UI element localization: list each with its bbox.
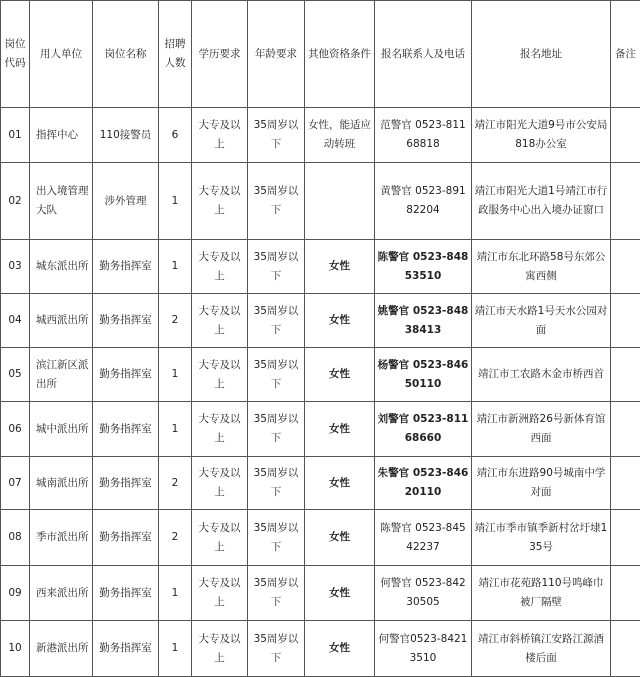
count-cell: 1: [159, 163, 192, 240]
other-cell: 女性: [305, 566, 375, 621]
education-cell: 大专及以上: [192, 457, 248, 510]
address-cell: 靖江市东北环路58号东郊公寓西侧: [472, 240, 611, 294]
age-cell: 35周岁以下: [248, 402, 305, 457]
header-cell: 备注: [611, 1, 640, 108]
count-cell: 1: [159, 348, 192, 402]
education-cell: 大专及以上: [192, 621, 248, 677]
age-cell: 35周岁以下: [248, 457, 305, 510]
code-cell: 05: [1, 348, 30, 402]
table-row: [1, 402, 640, 457]
age-cell: 35周岁以下: [248, 566, 305, 621]
code-cell: 01: [1, 108, 30, 163]
header-cell: 报名地址: [472, 1, 611, 108]
contact-cell: 杨警官 0523-84650110: [375, 348, 472, 402]
unit-cell: 滨江新区派出所: [30, 348, 93, 402]
count-cell: 1: [159, 402, 192, 457]
unit-cell: 指挥中心: [30, 108, 93, 163]
education-cell: 大专及以上: [192, 402, 248, 457]
position-cell: 勤务指挥室: [93, 402, 159, 457]
contact-cell: 刘警官 0523-81168660: [375, 402, 472, 457]
contact-cell: 何警官 0523-84230505: [375, 566, 472, 621]
code-cell: 03: [1, 240, 30, 294]
education-cell: 大专及以上: [192, 348, 248, 402]
table-row: [1, 566, 640, 621]
other-cell: 女性: [305, 402, 375, 457]
other-cell: 女性: [305, 294, 375, 348]
header-row: [1, 1, 640, 108]
header-cell: 学历要求: [192, 1, 248, 108]
contact-cell: 陈警官 0523-84853510: [375, 240, 472, 294]
note-cell: [611, 294, 640, 348]
note-cell: [611, 621, 640, 677]
count-cell: 2: [159, 457, 192, 510]
address-cell: 靖江市新洲路26号新体育馆西面: [472, 402, 611, 457]
other-cell: 女性: [305, 348, 375, 402]
count-cell: 1: [159, 621, 192, 677]
table-row: [1, 240, 640, 294]
age-cell: 35周岁以下: [248, 108, 305, 163]
education-cell: 大专及以上: [192, 240, 248, 294]
note-cell: [611, 566, 640, 621]
table-row: [1, 108, 640, 163]
education-cell: 大专及以上: [192, 108, 248, 163]
header-cell: 用人单位: [30, 1, 93, 108]
address-cell: 靖江市阳光大道1号靖江市行政服务中心出入境办证窗口: [472, 163, 611, 240]
unit-cell: 城南派出所: [30, 457, 93, 510]
address-cell: 靖江市阳光大道9号市公安局818办公室: [472, 108, 611, 163]
contact-cell: 陈警官 0523-84542237: [375, 510, 472, 566]
count-cell: 1: [159, 240, 192, 294]
table-row: [1, 457, 640, 510]
other-cell: 女性: [305, 240, 375, 294]
position-cell: 勤务指挥室: [93, 457, 159, 510]
position-cell: 涉外管理: [93, 163, 159, 240]
contact-cell: 朱警官 0523-84620110: [375, 457, 472, 510]
note-cell: [611, 348, 640, 402]
education-cell: 大专及以上: [192, 294, 248, 348]
count-cell: 2: [159, 510, 192, 566]
address-cell: 靖江市天水路1号天水公园对面: [472, 294, 611, 348]
code-cell: 10: [1, 621, 30, 677]
other-cell: [305, 163, 375, 240]
table-row: [1, 348, 640, 402]
contact-cell: 黄警官 0523-89182204: [375, 163, 472, 240]
table-row: [1, 163, 640, 240]
education-cell: 大专及以上: [192, 566, 248, 621]
position-cell: 勤务指挥室: [93, 240, 159, 294]
contact-cell: 姚警官 0523-84838413: [375, 294, 472, 348]
note-cell: [611, 510, 640, 566]
position-cell: 勤务指挥室: [93, 348, 159, 402]
code-cell: 08: [1, 510, 30, 566]
other-cell: 女性，能适应动转班: [305, 108, 375, 163]
age-cell: 35周岁以下: [248, 294, 305, 348]
unit-cell: 季市派出所: [30, 510, 93, 566]
position-cell: 110接警员: [93, 108, 159, 163]
contact-cell: 范警官 0523-81168818: [375, 108, 472, 163]
address-cell: 靖江市斜桥镇江安路江源酒楼后面: [472, 621, 611, 677]
unit-cell: 城西派出所: [30, 294, 93, 348]
header-cell: 岗位名称: [93, 1, 159, 108]
age-cell: 35周岁以下: [248, 510, 305, 566]
other-cell: 女性: [305, 510, 375, 566]
position-cell: 勤务指挥室: [93, 566, 159, 621]
header-cell: 其他资格条件: [305, 1, 375, 108]
position-cell: 勤务指挥室: [93, 294, 159, 348]
note-cell: [611, 457, 640, 510]
table-row: [1, 621, 640, 677]
code-cell: 09: [1, 566, 30, 621]
count-cell: 6: [159, 108, 192, 163]
count-cell: 2: [159, 294, 192, 348]
address-cell: 靖江市季市镇季新村岔圩埭135号: [472, 510, 611, 566]
position-cell: 勤务指挥室: [93, 621, 159, 677]
other-cell: 女性: [305, 457, 375, 510]
note-cell: [611, 402, 640, 457]
unit-cell: 西来派出所: [30, 566, 93, 621]
unit-cell: 城中派出所: [30, 402, 93, 457]
header-cell: 报名联系人及电话: [375, 1, 472, 108]
position-cell: 勤务指挥室: [93, 510, 159, 566]
header-cell: 招聘人数: [159, 1, 192, 108]
code-cell: 02: [1, 163, 30, 240]
address-cell: 靖江市花苑路110号鸣峰巾被厂隔壁: [472, 566, 611, 621]
education-cell: 大专及以上: [192, 163, 248, 240]
header-cell: 年龄要求: [248, 1, 305, 108]
education-cell: 大专及以上: [192, 510, 248, 566]
address-cell: 靖江市东进路90号城南中学对面: [472, 457, 611, 510]
note-cell: [611, 108, 640, 163]
unit-cell: 出入境管理大队: [30, 163, 93, 240]
unit-cell: 城东派出所: [30, 240, 93, 294]
table-row: [1, 510, 640, 566]
age-cell: 35周岁以下: [248, 240, 305, 294]
age-cell: 35周岁以下: [248, 621, 305, 677]
code-cell: 04: [1, 294, 30, 348]
count-cell: 1: [159, 566, 192, 621]
note-cell: [611, 163, 640, 240]
contact-cell: 何警官0523-84213510: [375, 621, 472, 677]
age-cell: 35周岁以下: [248, 348, 305, 402]
header-cell: 岗位代码: [1, 1, 30, 108]
age-cell: 35周岁以下: [248, 163, 305, 240]
address-cell: 靖江市工农路木金市桥西首: [472, 348, 611, 402]
unit-cell: 新港派出所: [30, 621, 93, 677]
other-cell: 女性: [305, 621, 375, 677]
table-row: [1, 294, 640, 348]
code-cell: 07: [1, 457, 30, 510]
note-cell: [611, 240, 640, 294]
code-cell: 06: [1, 402, 30, 457]
